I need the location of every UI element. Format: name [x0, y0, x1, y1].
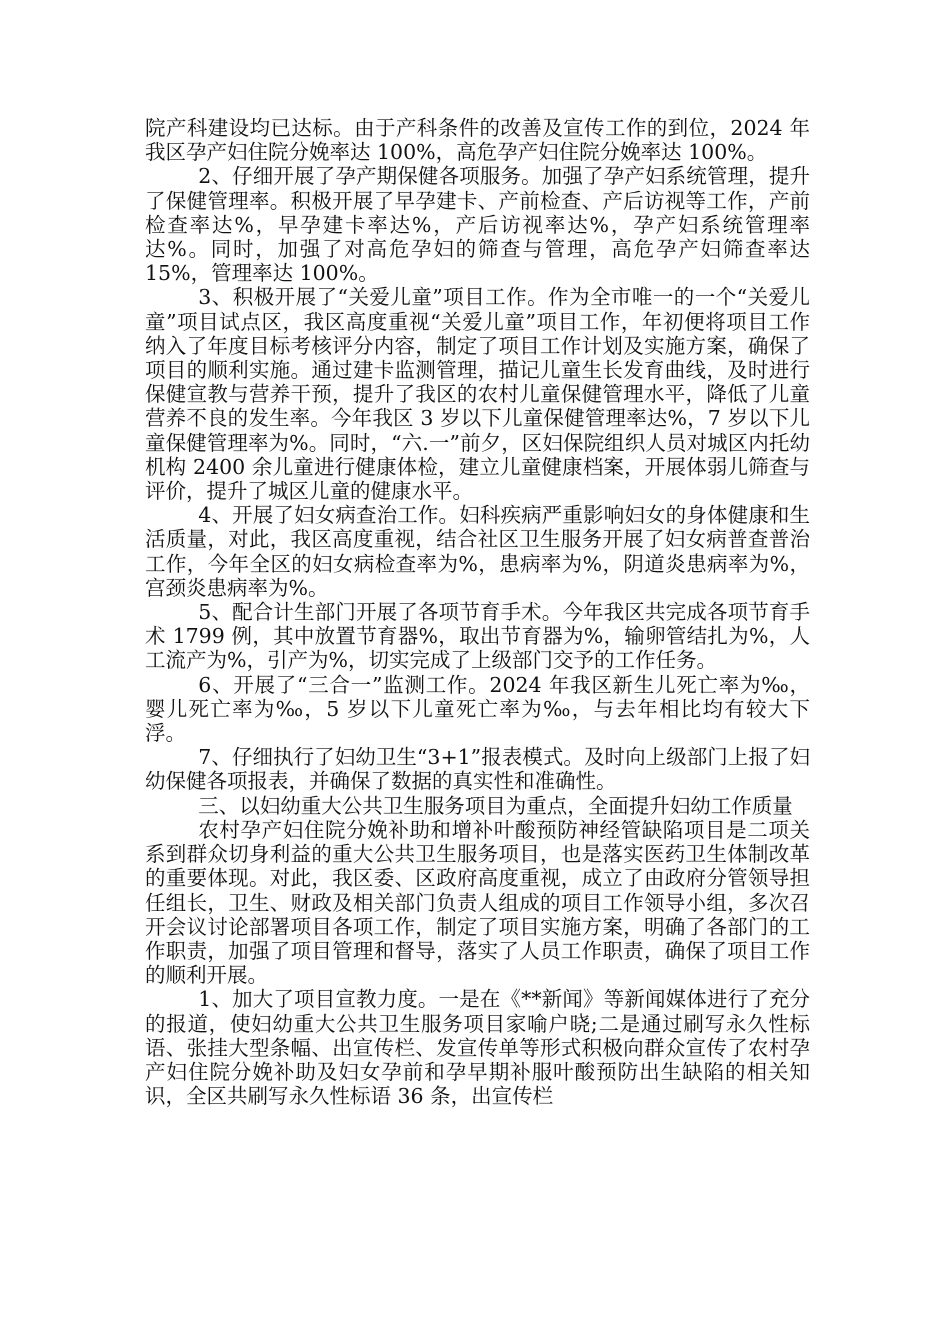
paragraph-2: 2、仔细开展了孕产期保健各项服务。加强了孕产妇系统管理，提升了保健管理率。积极开展了早孕建卡、产前检查、产后访视等工作，产前检查率达%，早孕建卡率达%，产后访视率达%，孕产妇系统管理率达%。同时，加强了对高危孕妇的筛查与管理，高危孕产妇筛查率达 15%，管理率达 100%。 [145, 164, 810, 286]
paragraph-10: 1、加大了项目宣教力度。一是在《**新闻》等新闻媒体进行了充分的报道，使妇幼重大公共卫生服务项目家喻户晓;二是通过刷写永久性标语、张挂大型条幅、出宣传栏、发宣传单等形式积极向群众宣传了农村孕产妇住院分娩补助及妇女孕前和孕早期补服叶酸预防出生缺陷的相关知识，全区共刷写永久性标语 36 条，出宣传栏 [145, 987, 810, 1109]
paragraph-1: 院产科建设均已达标。由于产科条件的改善及宣传工作的到位，2024 年我区孕产妇住院分娩率达 100%，高危孕产妇住院分娩率达 100%。 [145, 116, 810, 165]
paragraph-6: 6、开展了“三合一”监测工作。2024 年我区新生儿死亡率为‰，婴儿死亡率为‰，5 岁以下儿童死亡率为‰，与去年相比均有较大下浮。 [145, 672, 810, 746]
section-heading-3: 三、以妇幼重大公共卫生服务项目为重点，全面提升妇幼工作质量 [198, 793, 793, 818]
paragraph-3: 3、积极开展了“关爱儿童”项目工作。作为全市唯一的一个“关爱儿童”项目试点区，我区高度重视“关爱儿童”项目工作，年初便将项目工作纳入了年度目标考核评分内容，制定了项目工作计划及实施方案，确保了项目的顺利实施。通过建卡监测管理，描记儿童生长发育曲线，及时进行保健宣教与营养干预，提升了我区的农村儿童保健管理水平，降低了儿童营养不良的发生率。今年我区 3 岁以下儿童保健管理率达%，7 岁以下儿童保健管理率为%。同时，“六.一”前夕，区妇保院组织人员对城区内托幼机构 2400 余儿童进行健康体检，建立儿童健康档案，开展体弱儿筛查与评价，提升了城区儿童的健康水平。 [145, 285, 810, 504]
document-page [145, 116, 810, 1108]
paragraph-9: 农村孕产妇住院分娩补助和增补叶酸预防神经管缺陷项目是二项关系到群众切身利益的重大公共卫生服务项目，也是落实医药卫生体制改革的重要体现。对此，我区委、区政府高度重视，成立了由政府分管领导担任组长，卫生、财政及相关部门负责人组成的项目工作领导小组，多次召开会议讨论部署项目各项工作，制定了项目实施方案，明确了各部门的工作职责，加强了项目管理和督导，落实了人员工作职责，确保了项目工作的顺利开展。 [145, 817, 810, 988]
paragraph-4: 4、开展了妇女病查治工作。妇科疾病严重影响妇女的身体健康和生活质量，对此，我区高度重视，结合社区卫生服务开展了妇女病普查普治工作，今年全区的妇女病检查率为%，患病率为%，阴道炎患病率为%，宫颈炎患病率为%。 [145, 503, 810, 600]
paragraph-7: 7、仔细执行了妇幼卫生“3+1”报表模式。及时向上级部门上报了妇幼保健各项报表，并确保了数据的真实性和准确性。 [145, 745, 810, 794]
paragraph-5: 5、配合计生部门开展了各项节育手术。今年我区共完成各项节育手术 1799 例，其中放置节育器%，取出节育器为%，输卵管结扎为%，人工流产为%，引产为%，切实完成了上级部门交予的工作任务。 [145, 600, 810, 673]
